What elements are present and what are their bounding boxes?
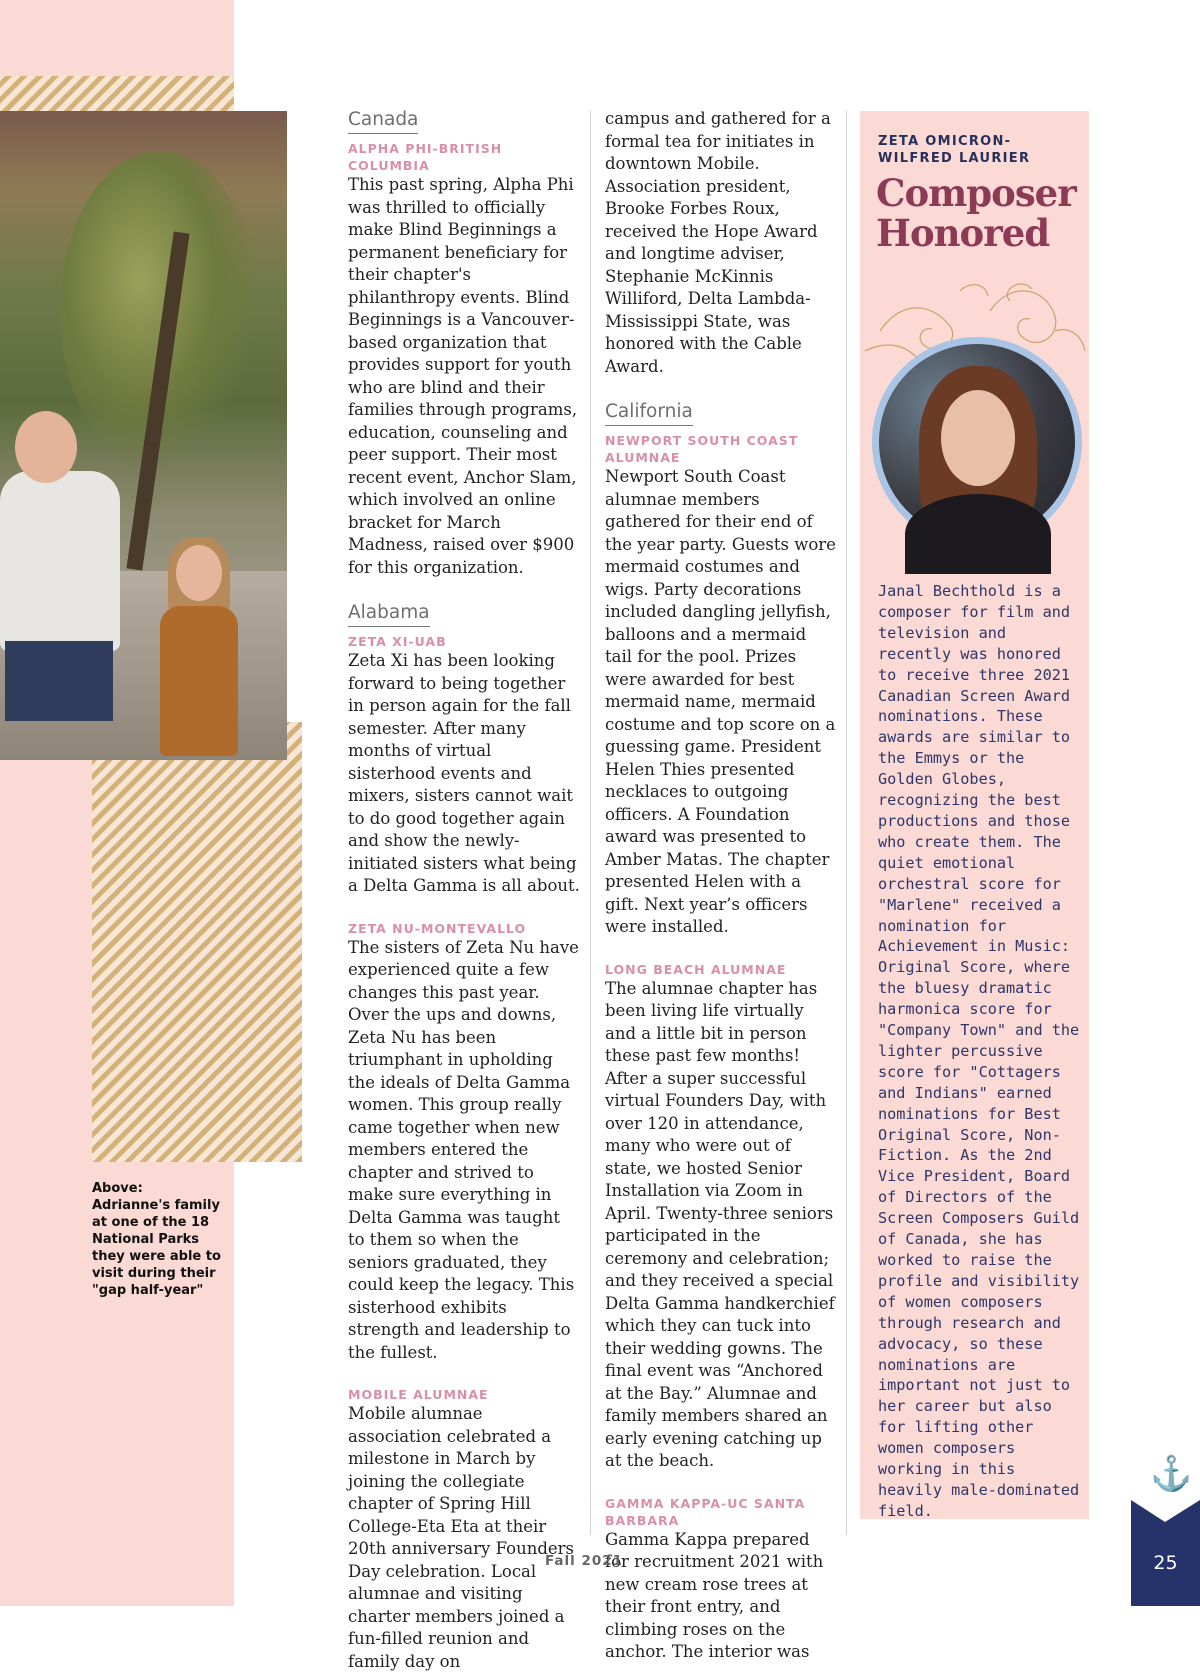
chapter-news-text: The alumnae chapter has been living life virtually and a little bit in person these past few months! After a super successful virtual Founders Day, with over 120 in attendance, many who were out of state, we hosted Senior Installation via Zoom in April. Twenty-three seniors participated in the ceremony and celebration; and they received a special Delta Gamma handkerchief which they can tuck into their wedding gowns. The final event was “Anchored at the Bay.” Alumnae and family members shared an early evening catching up at the beach.: [605, 978, 835, 1470]
anchor-icon: ⚓: [1150, 1454, 1193, 1494]
family-photo: [0, 111, 287, 760]
issue-label: Fall 2021: [545, 1553, 624, 1569]
portrait-top: [905, 494, 1051, 574]
chapter-news-text: Mobile alumnae association celebrated a milestone in March by joining the collegiate chapter of Spring Hill College-Eta Eta at their 20th anniversary Founders Day celebration. Local alumnae and visiting charter members joined a fun-filled reunion and family day on: [348, 1404, 575, 1671]
composer-portrait: [872, 337, 1082, 547]
photo-girl-head: [176, 545, 222, 601]
page-number: 25: [1153, 1552, 1178, 1574]
chapter-title: GAMMA KAPPA-UC SANTA BARBARA: [605, 1495, 806, 1528]
article-column-1: [348, 108, 580, 1673]
chapter-title: ALPHA PHI-BRITISH COLUMBIA: [348, 141, 503, 173]
portrait-face: [941, 390, 1015, 486]
region-heading-alabama: Alabama: [348, 601, 430, 627]
sidebar-title: Composer Honored: [876, 171, 1076, 255]
composer-sidebar: [860, 111, 1089, 1519]
chapter-title: LONG BEACH ALUMNAE: [605, 961, 787, 977]
photo-girl-dress: [160, 606, 238, 756]
sidebar-chapter-kicker: ZETA OMICRON-WILFRED LAURIER: [878, 134, 1031, 166]
chapter-news-text: Newport South Coast alumnae members gathered for their end of the year party. Guests wore mermaid costumes and wigs. Party decorations included dangling jellyfish, balloons and a mermaid tail for the pool. Prizes were awarded for best mermaid name, mermaid costume and top score on a guessing game. President Helen Thies presented necklaces to outgoing officers. A Foundation award was presented to Amber Matas. The chapter presented Helen with a gift. Next year’s officers were installed.: [605, 467, 836, 936]
column-divider: [590, 110, 591, 1535]
chapter-news-text: The sisters of Zeta Nu have experienced quite a few changes this past year. Over the ups and downs, Zeta Nu has been triumphant in upholding the ideals of Delta Gamma women. This group really came together when new members entered the chapter and strived to make sure everything in Delta Gamma was taught to them so when the seniors graduated, they could keep the legacy. This sisterhood exhibits strength and leadership to the fullest.: [348, 937, 579, 1362]
region-heading-canada: Canada: [348, 108, 418, 134]
chapter-news-text: campus and gathered for a formal tea for initiates in downtown Mobile. Association president, Brooke Forbes Roux, received the Hope Award and longtime adviser, Stephanie McKinnis Williford, Delta Lambda-Mississippi State, was honored with the Cable Award.: [605, 109, 831, 376]
column-divider: [846, 110, 847, 1535]
photo-man-shorts: [5, 641, 113, 721]
region-heading-california: California: [605, 400, 693, 426]
chapter-news-text: This past spring, Alpha Phi was thrilled to officially make Blind Beginnings a permanent beneficiary for their chapter's philanthropy events. Blind Beginnings is a Vancouver-based organization that provides support for youth who are blind and their families through programs, education, counseling and peer support. Their most recent event, Anchor Slam, which involved an online bracket for March Madness, raised over $900 for this organization.: [348, 175, 578, 577]
chapter-news-text: Gamma Kappa prepared for recruitment 2021 with new cream rose trees at their front entry, and climbing roses on the anchor. The interior was: [605, 1529, 824, 1661]
chapter-title: MOBILE ALUMNAE: [348, 1387, 489, 1402]
photo-man-shirt: [0, 471, 120, 651]
photo-man-head: [15, 411, 77, 483]
sidebar-body-text: Janal Bechthold is a composer for film and television and recently was honored to receive three 2021 Canadian Screen Award nominations. These awards are similar to the Emmys or the Golden Globes, recognizing the best productions and those who create them. The quiet emotional orchestral score for "Marlene" received a nomination for Achievement in Music: Original Score, where the bluesy dramatic harmonica score for "Company Town" and the lighter percussive score for "Cottagers and Indians" earned nominations for Best Original Score, Non-Fiction. As the 2nd Vice President, Board of Directors of the Screen Composers Guild of Canada, she has worked to raise the profile and visibility of women composers through research and advocacy, so these nominations are important not just to her career but also for lifting other women composers working in this heavily male-dominated field.: [878, 582, 1080, 1520]
gold-stripes-bottom: [92, 722, 302, 1162]
photo-caption: Above: Adrianne's family at one of the 18 National Parks they were able to visit during their "gap half-year": [92, 1181, 221, 1298]
chapter-title: ZETA NU-MONTEVALLO: [348, 920, 527, 936]
chapter-title: ZETA XI-UAB: [348, 634, 447, 649]
article-column-2: [605, 108, 837, 1664]
chapter-news-text: Zeta Xi has been looking forward to being together in person again for the fall semester. After many months of virtual sisterhood events and mixers, sisters cannot wait to do good together again and show the newly-initiated sisters what being a Delta Gamma is all about.: [348, 651, 580, 895]
chapter-title: NEWPORT SOUTH COAST ALUMNAE: [605, 433, 799, 465]
